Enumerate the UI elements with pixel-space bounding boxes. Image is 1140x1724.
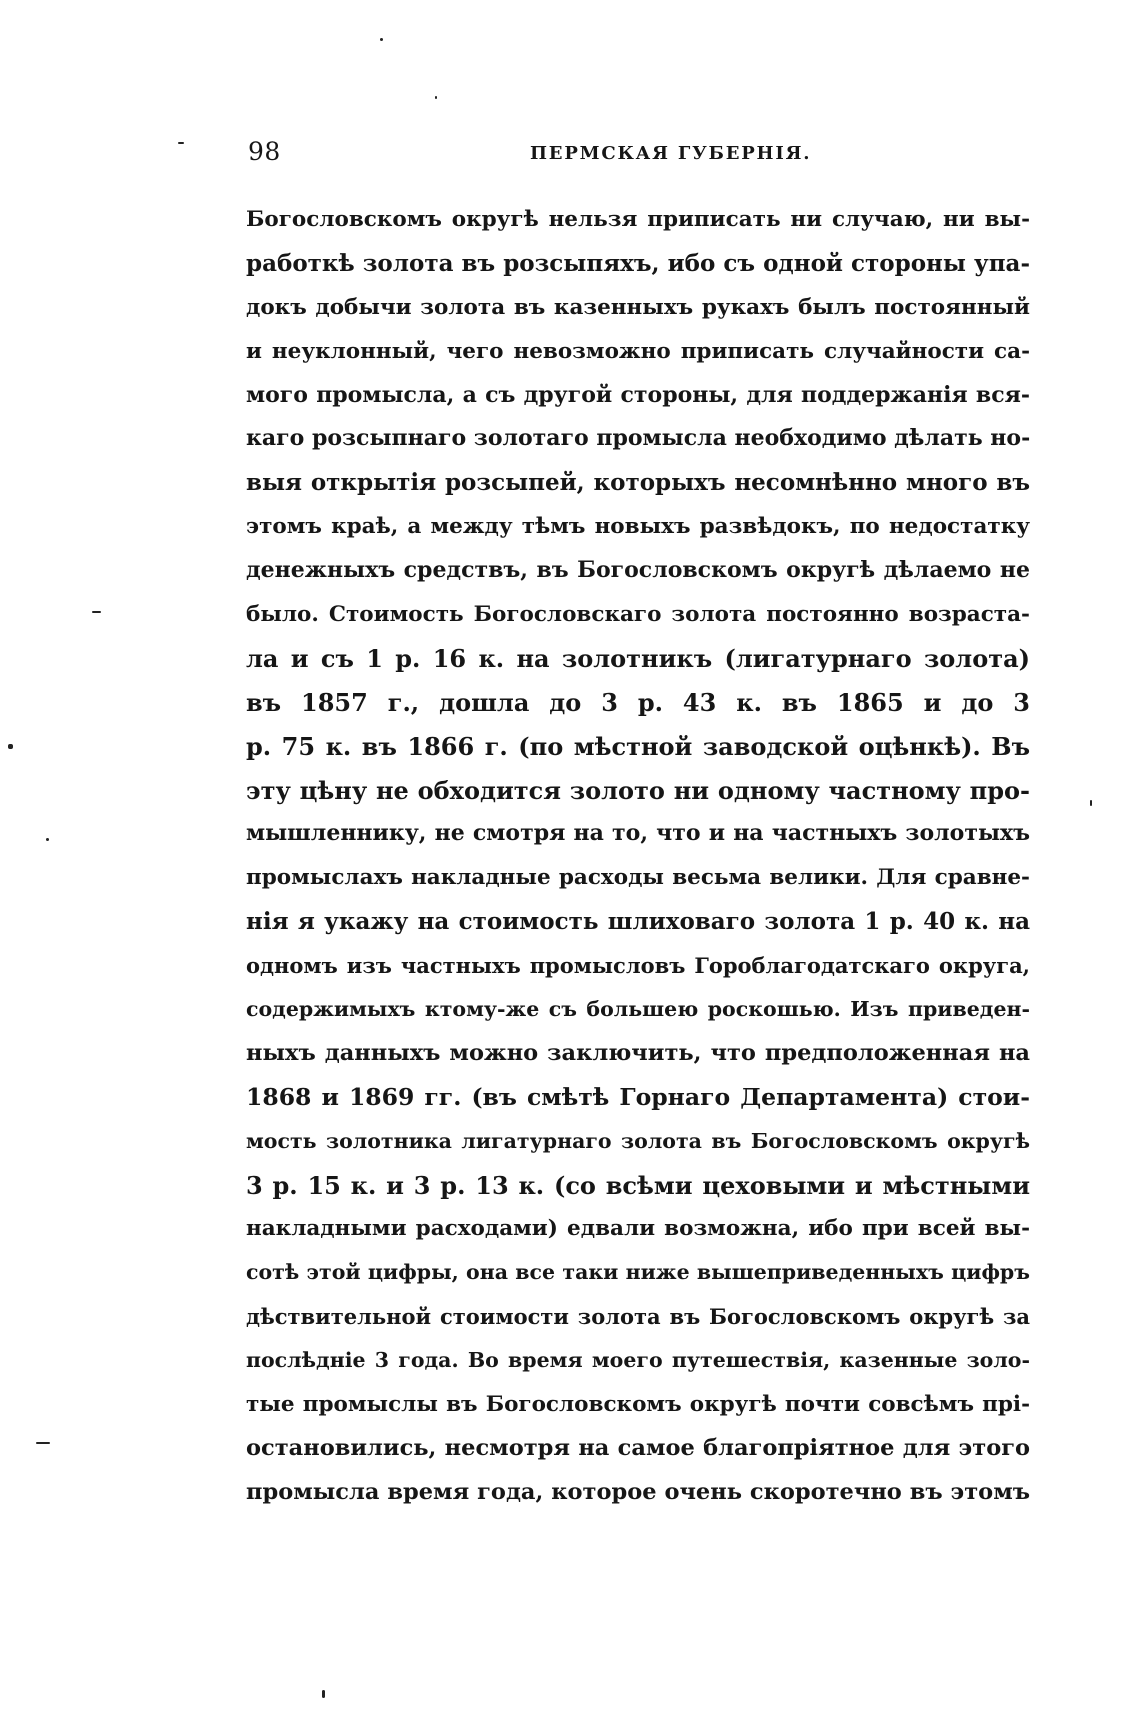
text-line: накладными расходами) едвали возможна, ибо при всей вы- xyxy=(246,1216,1030,1242)
text-line: эту цѣну не обходится золото ни одному частному про- xyxy=(246,775,1030,805)
text-line: въ 1857 г., дошла до 3 р. 43 к. въ 1865 и до 3 xyxy=(246,687,1030,717)
text-line: мость золотника лигатурнаго золота въ Богословскомъ округѣ xyxy=(246,1128,1030,1153)
text-line: Богословскомъ округѣ нельзя приписать ни случаю, ни вы- xyxy=(246,207,1030,232)
scan-speck xyxy=(435,96,437,99)
scan-speck xyxy=(380,38,383,41)
text-line: сотѣ этой цифры, она все таки ниже вышеприведенныхъ цифръ xyxy=(246,1260,1030,1285)
running-head: ПЕРМСКАЯ ГУБЕРНІЯ. xyxy=(530,143,812,164)
text-line: 3 р. 15 к. и 3 р. 13 к. (со всѣми цеховыми и мѣстными xyxy=(246,1170,1030,1200)
text-line: р. 75 к. въ 1866 г. (по мѣстной заводской оцѣнкѣ). Въ xyxy=(246,731,1030,761)
scan-speck xyxy=(8,744,13,749)
scan-speck xyxy=(322,1690,325,1698)
text-line: каго розсыпнаго золотаго промысла необходимо дѣлать но- xyxy=(246,425,1031,452)
scan-speck xyxy=(178,142,184,144)
text-line: денежныхъ средствъ, въ Богословскомъ округѣ дѣлаемо не xyxy=(246,557,1030,584)
text-line: мого промысла, а съ другой стороны, для поддержанія вся- xyxy=(246,381,1030,408)
text-line: промыслахъ накладные расходы весьма велики. Для сравне- xyxy=(246,865,1030,891)
text-line: ла и съ 1 р. 16 к. на золотникъ (лигатурнаго золота) xyxy=(246,643,1030,673)
text-line: тые промыслы въ Богословскомъ округѣ почти совсѣмъ прі- xyxy=(246,1392,1030,1418)
body-text xyxy=(246,198,1030,1515)
text-line: и неуклонный, чего невозможно приписать случайности са- xyxy=(246,338,1030,364)
text-line: 1868 и 1869 гг. (въ смѣтѣ Горнаго Департамента) стои- xyxy=(246,1082,1030,1111)
text-line: этомъ краѣ, а между тѣмъ новыхъ развѣдокъ, по недостатку xyxy=(246,514,1030,540)
text-line: промысла время года, которое очень скоротечно въ этомъ xyxy=(246,1478,1030,1505)
text-line: дѣствительной стоимости золота въ Богословскомъ округѣ за xyxy=(246,1304,1030,1330)
scan-speck xyxy=(1090,800,1092,806)
scan-speck xyxy=(36,1442,50,1444)
text-line: работкѣ золота въ розсыпяхъ, ибо съ одной стороны упа- xyxy=(246,249,1030,277)
text-line: выя открытія розсыпей, которыхъ несомнѣнно много въ xyxy=(246,469,1030,497)
text-line: содержимыхъ ктому-же съ большею роскошью. Изъ приведен- xyxy=(246,997,1030,1022)
text-line: остановились, несмотря на самое благопріятное для этого xyxy=(246,1434,1030,1461)
scan-speck xyxy=(92,611,101,613)
text-line: мышленнику, не смотря на то, что и на частныхъ золотыхъ xyxy=(246,820,1030,847)
text-line: одномъ изъ частныхъ промысловъ Гороблагодатскаго округа, xyxy=(246,953,1030,979)
scan-speck xyxy=(46,838,49,841)
text-line: послѣдніе 3 года. Во время моего путешествія, казенные золо- xyxy=(246,1348,1030,1373)
page-header xyxy=(248,130,1028,174)
text-line: докъ добычи золота въ казенныхъ рукахъ былъ постоянный xyxy=(246,294,1030,320)
text-line: нія я укажу на стоимость шлиховаго золота 1 р. 40 к. на xyxy=(246,908,1030,936)
page-number: 98 xyxy=(248,137,281,166)
text-line: было. Стоимость Богословскаго золота постоянно возраста- xyxy=(246,602,1030,628)
text-line: ныхъ данныхъ можно заключить, что предположенная на xyxy=(246,1039,1030,1066)
